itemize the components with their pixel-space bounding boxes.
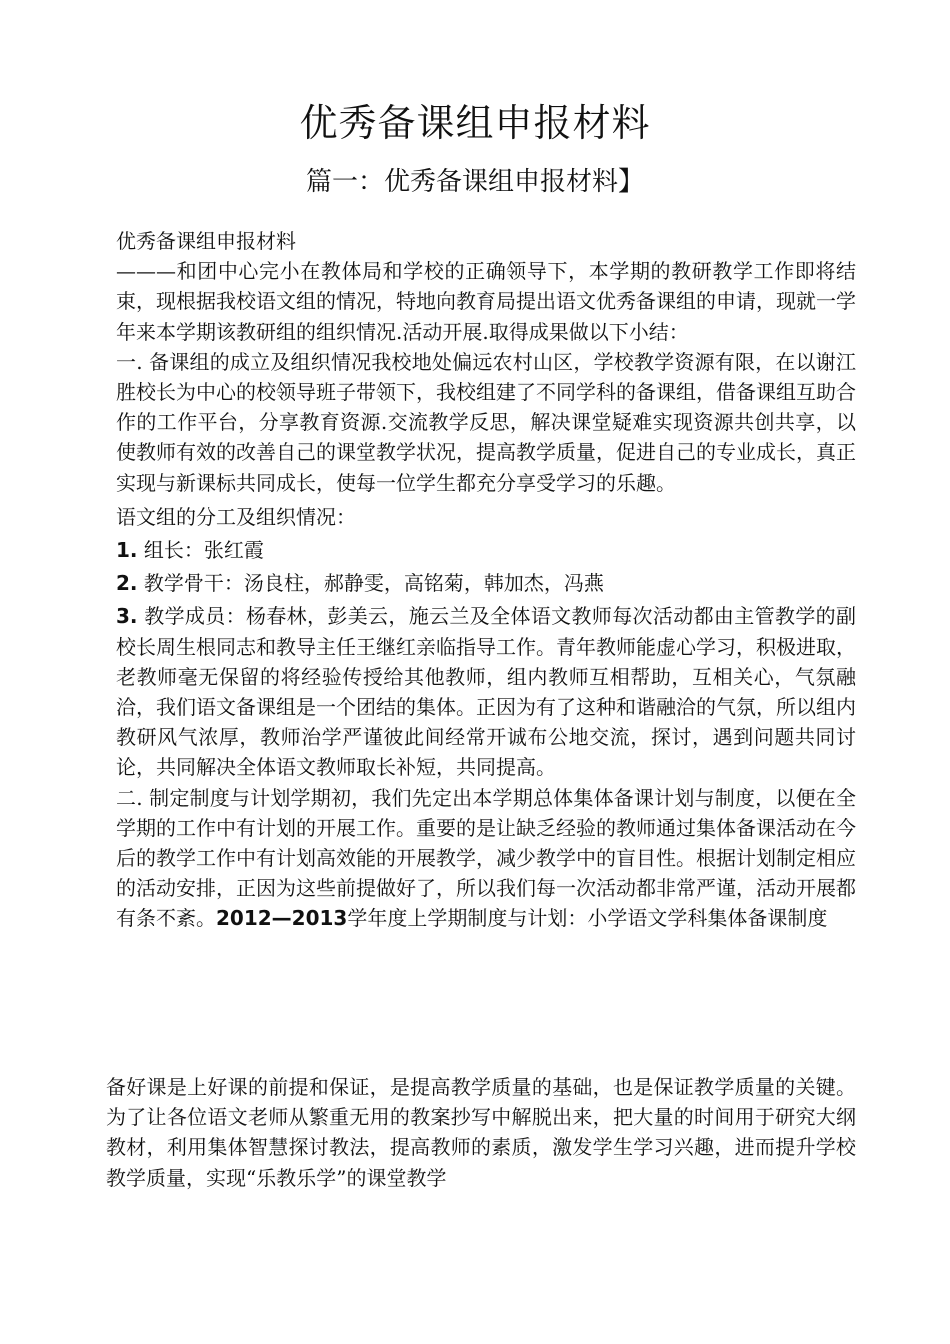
document-body-continued bbox=[106, 1072, 856, 1193]
section-one-paragraph: 一. 备课组的成立及组织情况我校地处偏远农村山区，学校教学资源有限，在以谢江胜校长为中心的校领导班子带领下，我校组建了不同学科的备课组，借备课组互助合作的工作平台，分享教育资源.交流教学反思，解决课堂疑难实现资源共创共享，以使教师有效的改善自己的课堂教学状况，提高教学质量，促进自己的专业成长，真正实现与新课标共同成长，使每一位学生都充分享受学习的乐趣。 bbox=[116, 349, 856, 495]
list-item-text: 教学骨干：汤良柱，郝静雯，高铭菊，韩加杰，冯燕 bbox=[143, 571, 604, 596]
list-item-leader bbox=[106, 535, 856, 565]
list-number: 3. bbox=[116, 604, 138, 629]
section-heading: 优秀备课组申报材料 bbox=[116, 229, 296, 253]
list-number: 1. bbox=[116, 538, 138, 563]
year-range: 2012—2013 bbox=[216, 906, 348, 931]
document-title: 优秀备课组申报材料 bbox=[299, 101, 651, 145]
list-number: 2. bbox=[116, 571, 138, 596]
intro-paragraph: ———和团中心完小在教体局和学校的正确领导下，本学期的教研教学工作即将结束，现根据我校语文组的情况，特地向教育局提出语文优秀备课组的申请，现就一学年来本学期该教研组的组织情况.活动开展.取得成果做以下小结： bbox=[116, 259, 856, 344]
section-two-text: 二. 制定制度与计划学期初，我们先定出本学期总体集体备课计划与制度，以便在全学期的工作中有计划的开展工作。重要的是让缺乏经验的教师通过集体备课活动在今后的教学工作中有计划高效能的开展教学，减少教学中的盲目性。根据计划制定相应的活动安排，正因为这些前提做好了，所以我们每一次活动都非常严谨，活动开展都有条不紊。 bbox=[116, 785, 856, 931]
section-two-tail: 学年度上学期制度与计划：小学语文学科集体备课制度 bbox=[347, 906, 828, 931]
list-item-text: 组长：张红霞 bbox=[143, 538, 264, 563]
list-item-text: 教学成员：杨春林，彭美云，施云兰及全体语文教师每次活动都由主管教学的副校长周生根同志和教导主任王继红亲临指导工作。青年教师能虚心学习，积极进取，老教师毫无保留的将经验传授给其他教师，组内教师互相帮助，互相关心，气氛融洽，我们语文备课组是一个团结的集体。正因为有了这种和谐融洽的气氛，所以组内教研风气浓厚，教师治学严谨彼此间经常开诚布公地交流，探讨，遇到问题共同讨论，共同解决全体语文教师取长补短，共同提高。 bbox=[116, 604, 857, 780]
list-item-backbone bbox=[106, 568, 856, 598]
section-two-paragraph bbox=[106, 783, 856, 934]
list-item-members bbox=[106, 601, 856, 782]
document-subtitle: 篇一：优秀备课组申报材料】 bbox=[305, 167, 644, 197]
document-body bbox=[106, 226, 856, 934]
lesson-prep-paragraph: 备好课是上好课的前提和保证，是提高教学质量的基础，也是保证教学质量的关键。为了让各位语文老师从繁重无用的教案抄写中解脱出来，把大量的时间用于研究大纲教材，利用集体智慧探讨教法，提高教师的素质，激发学生学习兴趣，进而提升学校教学质量，实现“乐教乐学”的课堂教学 bbox=[106, 1075, 856, 1190]
division-heading: 语文组的分工及组织情况： bbox=[116, 504, 356, 529]
